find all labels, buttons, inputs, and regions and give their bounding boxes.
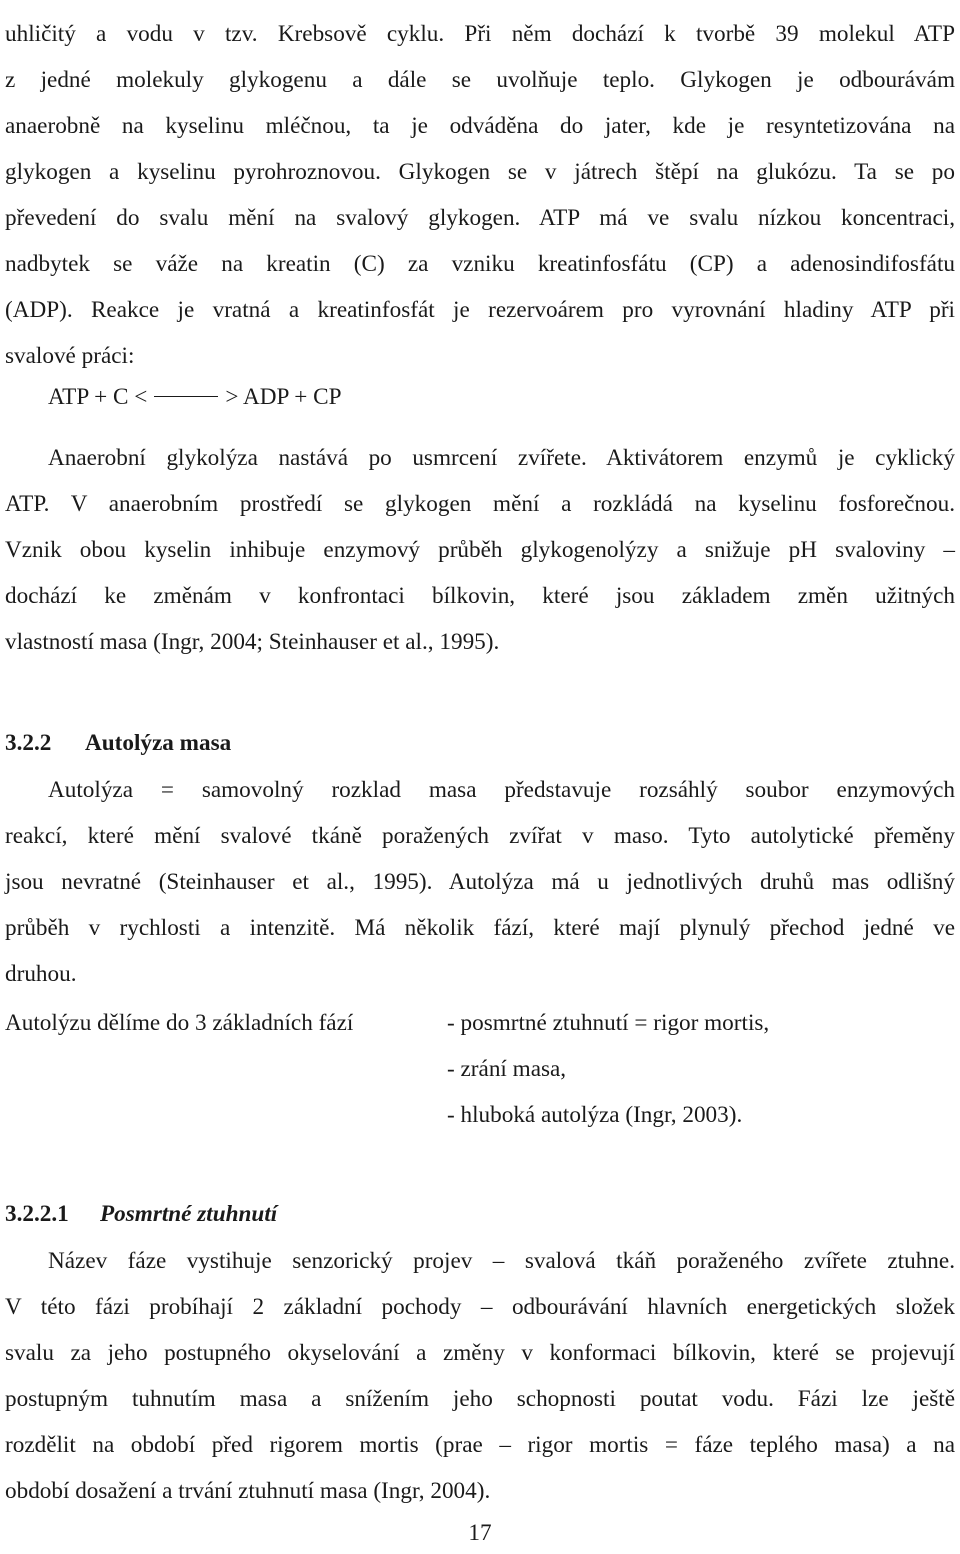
paragraph-rigor-mortis — [5, 1238, 955, 1514]
text-line: (ADP). Reakce je vratná a kreatinfosfát je rezervoárem pro vyrovnání hladiny ATP při — [5, 297, 955, 323]
text-line: ATP. V anaerobním prostředí se glykogen mění a rozkládá na kyselinu fosforečnou. — [5, 491, 955, 517]
list-item — [5, 1092, 955, 1138]
subsection-heading-rigor-mortis — [5, 1191, 277, 1237]
phase-item: - hluboká autolýza (Ingr, 2003). — [447, 1102, 743, 1128]
text-line: postupným tuhnutím masa a snížením jeho schopnosti poutat vodu. Fázi lze ještě — [5, 1386, 955, 1412]
text-line: průběh v rychlosti a intenzitě. Má několik fází, které mají plynulý přechod jedné ve — [5, 915, 955, 941]
text-line: druhou. — [5, 961, 77, 987]
text-line: svalu za jeho postupného okyselování a změny v konformaci bílkovin, které se projevují — [5, 1340, 955, 1366]
phase-item: - posmrtné ztuhnutí = rigor mortis, — [447, 1010, 770, 1036]
text-line: uhličitý a vodu v tzv. Krebsově cyklu. Při něm dochází k tvorbě 39 molekul ATP — [5, 21, 955, 47]
autolysis-phases — [5, 1000, 955, 1138]
text-line: rozdělit na období před rigorem mortis (prae – rigor mortis = fáze teplého masa) a na — [5, 1432, 955, 1458]
section-title: Posmrtné ztuhnutí — [100, 1201, 278, 1227]
paragraph-krebs-cycle — [5, 11, 955, 379]
text-line: reakcí, které mění svalové tkáně poražených zvířat v maso. Tyto autolytické přeměny — [5, 823, 955, 849]
text-line: Autolýza = samovolný rozklad masa představuje rozsáhlý soubor enzymových — [48, 777, 955, 803]
equilibrium-arrow-icon — [154, 396, 218, 397]
list-item — [5, 1000, 955, 1046]
phase-item: - zrání masa, — [447, 1056, 567, 1082]
section-heading-autolysis — [5, 720, 231, 766]
text-line: období dosažení a trvání ztuhnutí masa (Ingr, 2004). — [5, 1478, 491, 1504]
section-number: 3.2.2.1 — [5, 1201, 69, 1227]
text-line: z jedné molekuly glykogenu a dále se uvolňuje teplo. Glykogen je odbourávám — [5, 67, 955, 93]
paragraph-autolysis — [5, 767, 955, 997]
atp-equation — [48, 374, 342, 420]
text-line: převedení do svalu mění na svalový glykogen. ATP má ve svalu nízkou koncentraci, — [5, 205, 955, 231]
text-line: glykogen a kyselinu pyrohroznovou. Glykogen se v játrech štěpí na glukózu. Ta se po — [5, 159, 955, 185]
equation-right: > ADP + CP — [225, 384, 342, 410]
text-line: Vznik obou kyselin inhibuje enzymový průběh glykogenolýzy a snižuje pH svaloviny – — [5, 537, 955, 563]
text-line: V této fázi probíhají 2 základní pochody – odbourávání hlavních energetických složek — [5, 1294, 955, 1320]
list-item — [5, 1046, 955, 1092]
section-title: Autolýza masa — [85, 730, 232, 756]
equation-left: ATP + C < — [48, 384, 148, 410]
text-line: vlastností masa (Ingr, 2004; Steinhauser et al., 1995). — [5, 629, 500, 655]
section-number: 3.2.2 — [5, 730, 52, 756]
text-line: Anaerobní glykolýza nastává po usmrcení zvířete. Aktivátorem enzymů je cyklický — [48, 445, 955, 471]
phases-intro: Autolýzu dělíme do 3 základních fází — [5, 1010, 354, 1036]
text-line: anaerobně na kyselinu mléčnou, ta je odváděna do jater, kde je resyntetizována na — [5, 113, 955, 139]
text-line: nadbytek se váže na kreatin (C) za vzniku kreatinfosfátu (CP) a adenosindifosfátu — [5, 251, 955, 277]
paragraph-anaerobic-glycolysis — [5, 435, 955, 665]
text-line: jsou nevratné (Steinhauser et al., 1995). Autolýza má u jednotlivých druhů mas odlišný — [5, 869, 955, 895]
text-line: dochází ke změnám v konfrontaci bílkovin, které jsou základem změn užitných — [5, 583, 955, 609]
text-line: Název fáze vystihuje senzorický projev – svalová tkáň poraženého zvířete ztuhne. — [48, 1248, 955, 1274]
text-line: svalové práci: — [5, 343, 135, 369]
page-number: 17 — [468, 1520, 492, 1546]
